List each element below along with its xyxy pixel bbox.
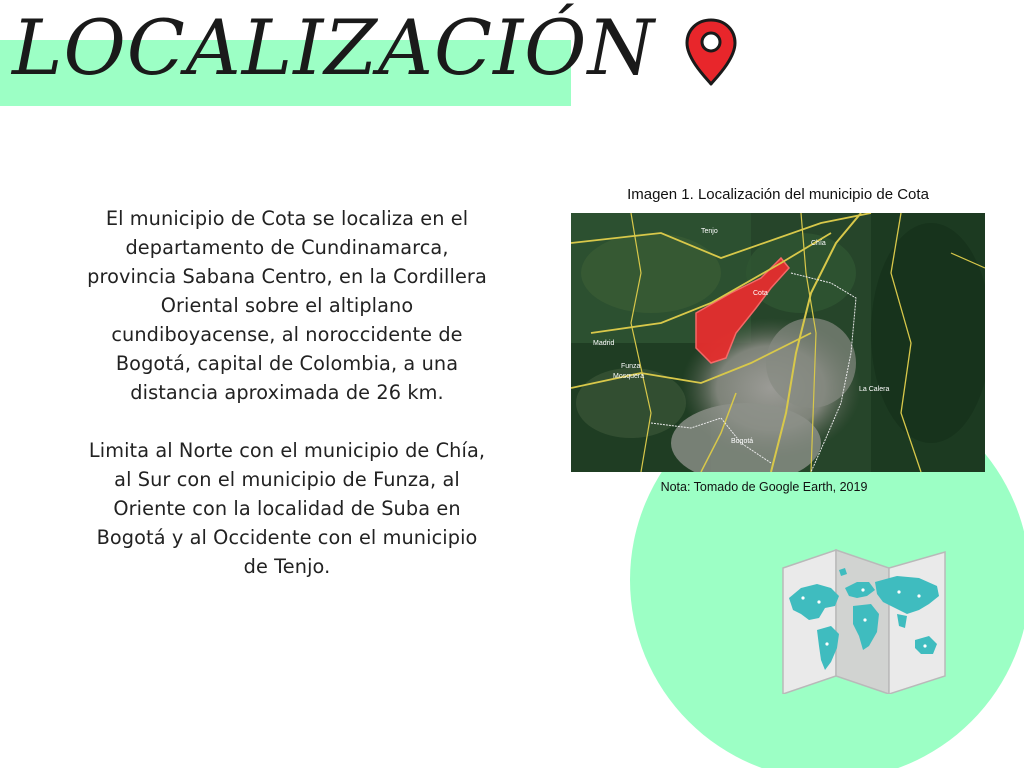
body-text bbox=[84, 204, 490, 610]
map-label-madrid: Madrid bbox=[593, 340, 615, 347]
satellite-map-image bbox=[571, 213, 985, 472]
map-label-bogota: Bogotá bbox=[731, 438, 754, 445]
map-label-la-calera: La Calera bbox=[859, 386, 890, 393]
map-label-funza: Funza bbox=[621, 363, 641, 370]
map-label-tenjo: Tenjo bbox=[701, 228, 718, 235]
page-title: LOCALIZACIÓN bbox=[12, 3, 655, 92]
paragraph-boundaries: Limita al Norte con el municipio de Chía, al Sur con el municipio de Funza, al Oriente con la localidad de Suba en Bogotá y al Occidente con el municipio de Tenjo. bbox=[88, 439, 486, 578]
map-label-mosquera: Mosquera bbox=[613, 373, 645, 380]
map-label-cota: Cota bbox=[753, 290, 768, 297]
location-pin-icon bbox=[683, 17, 739, 87]
paragraph-location: El municipio de Cota se localiza en el departamento de Cundinamarca, provincia Sabana Centro, en la Cordillera Oriental sobre el altiplano cundiboyacense, al noroccidente de Bogotá, capital de Colombia, a una distancia aproximada de 26 km. bbox=[87, 207, 487, 404]
figure-caption: Imagen 1. Localización del municipio de Cota bbox=[627, 186, 929, 203]
figure-note: Nota: Tomado de Google Earth, 2019 bbox=[660, 480, 868, 494]
map-label-chia: Chía bbox=[811, 240, 826, 247]
world-map-icon bbox=[779, 548, 949, 694]
